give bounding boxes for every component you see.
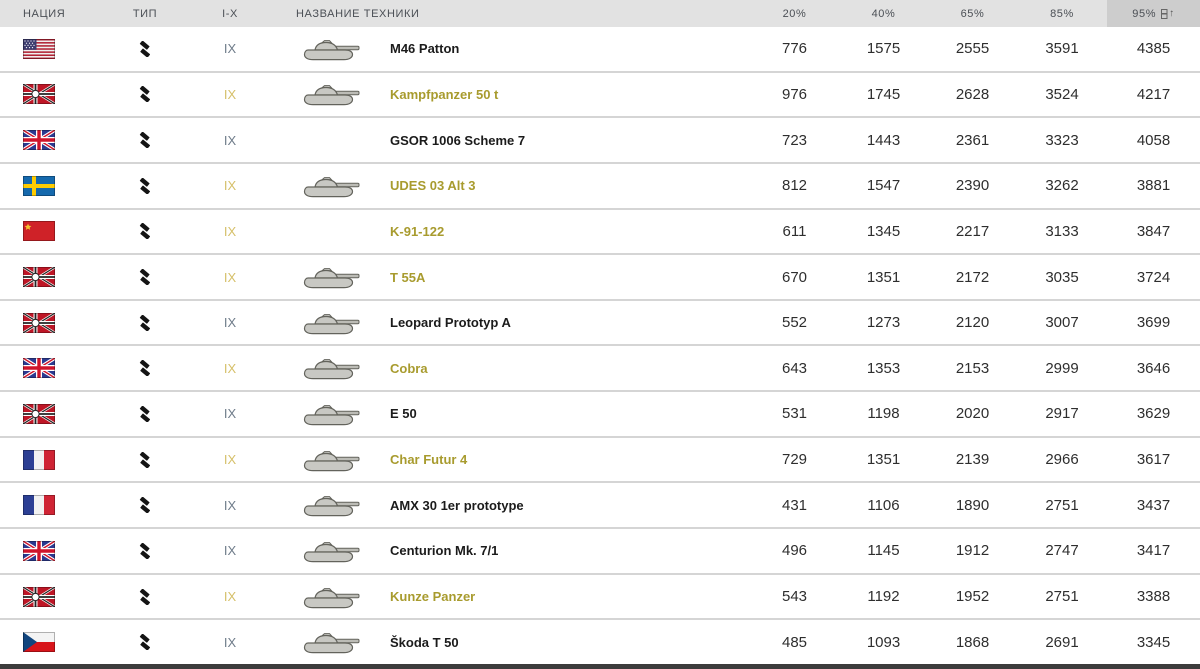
medium-tank-icon <box>137 452 153 468</box>
table-row[interactable] <box>0 618 1200 664</box>
column-header-nation[interactable]: НАЦИЯ <box>23 7 66 20</box>
vehicle-name-link[interactable]: Kunze Panzer <box>390 589 476 604</box>
table-row[interactable] <box>0 162 1200 208</box>
vehicle-name-link[interactable]: Kampfpanzer 50 t <box>390 86 499 102</box>
column-header-65[interactable]: 65% <box>960 7 985 20</box>
tier-label: IX <box>223 269 237 285</box>
value-65pct: 1890 <box>955 496 990 514</box>
value-95pct: 3847 <box>1136 222 1171 240</box>
value-65pct: 1868 <box>955 633 990 651</box>
table-row[interactable] <box>0 253 1200 299</box>
tier-label: IX <box>223 132 237 148</box>
medium-tank-icon <box>137 634 153 650</box>
table-row[interactable] <box>0 436 1200 482</box>
value-85pct: 2999 <box>1045 359 1079 377</box>
medium-tank-icon <box>137 406 153 422</box>
vehicle-name-link[interactable]: Cobra <box>390 360 428 376</box>
value-40pct: 1192 <box>867 588 900 605</box>
value-85pct: 2747 <box>1045 542 1079 560</box>
tank-image <box>298 630 362 654</box>
tier-label: IX <box>223 360 237 376</box>
value-65pct: 2628 <box>955 85 990 103</box>
table-row[interactable] <box>0 573 1200 619</box>
tank-image <box>298 311 362 335</box>
nation-flag-uk <box>23 541 55 561</box>
tank-image <box>298 493 362 517</box>
medium-tank-icon <box>137 497 153 513</box>
value-40pct: 1745 <box>866 85 901 103</box>
value-95pct: 3437 <box>1136 496 1171 514</box>
value-40pct: 1547 <box>866 177 901 195</box>
vehicle-name-link[interactable]: Char Futur 4 <box>390 452 468 468</box>
table-header <box>0 0 1200 27</box>
table-row[interactable] <box>0 481 1200 527</box>
medium-tank-icon <box>137 223 153 239</box>
value-20pct: 976 <box>781 85 808 103</box>
table-row[interactable] <box>0 390 1200 436</box>
value-20pct: 431 <box>781 496 808 514</box>
value-95pct: 3629 <box>1136 405 1171 423</box>
medium-tank-icon <box>137 360 153 376</box>
tier-label: IX <box>223 406 237 422</box>
medium-tank-icon <box>137 315 153 331</box>
vehicle-name-link[interactable]: K-91-122 <box>390 223 445 239</box>
tank-image <box>298 174 362 198</box>
value-95pct: 3417 <box>1136 542 1171 560</box>
sort-ascending-icon: ↑ <box>1161 9 1175 19</box>
value-65pct: 2361 <box>955 131 990 149</box>
value-40pct: 1575 <box>866 40 901 58</box>
column-header-tier[interactable]: I-X <box>222 7 238 20</box>
nation-flag-ussr <box>23 221 55 241</box>
value-85pct: 3133 <box>1045 222 1079 240</box>
nation-flag-france <box>23 495 55 515</box>
value-65pct: 2153 <box>955 359 990 377</box>
medium-tank-icon <box>137 543 153 559</box>
vehicle-name-link[interactable]: GSOR 1006 Scheme 7 <box>390 132 526 148</box>
column-header-85[interactable]: 85% <box>1050 7 1074 20</box>
medium-tank-icon <box>137 41 153 57</box>
value-40pct: 1198 <box>867 405 900 423</box>
nation-flag-usa <box>23 39 55 59</box>
value-40pct: 1273 <box>866 314 901 332</box>
value-85pct: 3591 <box>1045 40 1079 58</box>
value-85pct: 2691 <box>1045 633 1079 651</box>
table-row[interactable] <box>0 344 1200 390</box>
tier-label: IX <box>223 543 237 559</box>
tier-label: IX <box>223 497 237 513</box>
value-65pct: 2555 <box>955 40 990 58</box>
tier-label: IX <box>223 178 237 194</box>
tank-image <box>298 402 362 426</box>
value-85pct: 2966 <box>1045 451 1079 469</box>
table-body <box>0 27 1200 664</box>
value-95pct: 3881 <box>1136 177 1171 195</box>
tank-image <box>298 356 362 380</box>
value-65pct: 1952 <box>955 588 990 605</box>
value-20pct: 812 <box>781 177 808 195</box>
value-20pct: 543 <box>781 588 808 605</box>
nation-flag-czech <box>23 632 55 652</box>
nation-flag-sweden <box>23 176 55 196</box>
tier-label: IX <box>223 41 237 57</box>
table-row[interactable] <box>0 27 1200 71</box>
medium-tank-icon <box>137 269 153 285</box>
value-20pct: 729 <box>781 451 808 469</box>
tank-image <box>298 448 362 472</box>
tier-label: IX <box>223 223 237 239</box>
value-65pct: 2217 <box>955 222 990 240</box>
vehicle-name-link[interactable]: E 50 <box>390 406 417 422</box>
value-85pct: 3007 <box>1045 314 1079 332</box>
column-header-label: 95% <box>1132 7 1157 20</box>
column-header-20[interactable]: 20% <box>782 7 807 20</box>
nation-flag-germany <box>23 313 55 333</box>
value-95pct: 3646 <box>1136 359 1171 377</box>
table-row[interactable] <box>0 116 1200 162</box>
nation-flag-germany <box>23 587 55 607</box>
value-65pct: 2390 <box>955 177 990 195</box>
nation-flag-france <box>23 450 55 470</box>
tank-image <box>298 265 362 289</box>
value-85pct: 2751 <box>1045 496 1079 514</box>
column-header-95[interactable] <box>1107 0 1200 27</box>
value-65pct: 2020 <box>955 405 990 423</box>
table-row[interactable] <box>0 208 1200 254</box>
value-65pct: 2172 <box>955 268 990 286</box>
vehicle-name-link[interactable]: T 55A <box>390 269 426 285</box>
table-row[interactable] <box>0 527 1200 573</box>
value-20pct: 611 <box>782 222 807 240</box>
value-20pct: 485 <box>781 633 808 651</box>
value-20pct: 723 <box>781 131 808 149</box>
tank-image <box>298 128 362 152</box>
tier-label: IX <box>223 86 237 102</box>
nation-flag-germany <box>23 267 55 287</box>
value-65pct: 2120 <box>955 314 990 332</box>
medium-tank-icon <box>137 178 153 194</box>
nation-flag-uk <box>23 130 55 150</box>
value-95pct: 4058 <box>1136 131 1171 149</box>
value-20pct: 496 <box>781 542 808 560</box>
vehicle-name-link[interactable]: Centurion Mk. 7/1 <box>390 543 499 559</box>
value-95pct: 4385 <box>1136 40 1171 58</box>
value-85pct: 3035 <box>1045 268 1079 286</box>
value-95pct: 4217 <box>1136 85 1171 103</box>
column-header-40[interactable]: 40% <box>871 7 896 20</box>
value-20pct: 552 <box>781 314 808 332</box>
value-95pct: 3724 <box>1136 268 1171 286</box>
column-header-name[interactable]: НАЗВАНИЕ ТЕХНИКИ <box>296 7 420 20</box>
vehicle-name-link[interactable]: UDES 03 Alt 3 <box>390 178 476 194</box>
medium-tank-icon <box>137 132 153 148</box>
value-20pct: 531 <box>781 405 808 423</box>
table-row[interactable] <box>0 299 1200 345</box>
nation-flag-uk <box>23 358 55 378</box>
tier-label: IX <box>223 452 237 468</box>
table-row[interactable] <box>0 71 1200 117</box>
tier-label: IX <box>223 589 237 604</box>
value-85pct: 3262 <box>1045 177 1079 195</box>
value-85pct: 3323 <box>1045 131 1079 149</box>
value-40pct: 1351 <box>866 268 901 286</box>
value-85pct: 3524 <box>1045 85 1079 103</box>
value-40pct: 1353 <box>866 359 901 377</box>
column-header-type[interactable]: ТИП <box>132 7 158 20</box>
value-85pct: 2751 <box>1045 588 1079 605</box>
vehicle-name-link[interactable]: Leopard Prototyp A <box>390 315 511 331</box>
value-95pct: 3617 <box>1136 451 1171 469</box>
value-20pct: 670 <box>781 268 808 286</box>
medium-tank-icon <box>137 589 153 605</box>
value-40pct: 1145 <box>867 542 900 560</box>
value-95pct: 3699 <box>1136 314 1171 332</box>
tier-label: IX <box>223 634 237 650</box>
value-85pct: 2917 <box>1045 405 1079 423</box>
tier-label: IX <box>223 315 237 331</box>
nation-flag-germany <box>23 404 55 424</box>
medium-tank-icon <box>137 86 153 102</box>
value-95pct: 3345 <box>1136 633 1171 651</box>
vehicle-name-link[interactable]: AMX 30 1er prototype <box>390 497 524 513</box>
value-40pct: 1345 <box>866 222 901 240</box>
vehicle-name-link[interactable]: Škoda T 50 <box>390 634 459 650</box>
value-95pct: 3388 <box>1136 588 1171 605</box>
tank-image <box>298 82 362 106</box>
value-20pct: 776 <box>781 40 808 58</box>
value-40pct: 1443 <box>866 131 901 149</box>
value-65pct: 2139 <box>955 451 990 469</box>
value-40pct: 1106 <box>867 496 900 514</box>
tank-image <box>298 37 362 61</box>
vehicle-name-link[interactable]: M46 Patton <box>390 41 460 57</box>
tank-image <box>298 539 362 563</box>
bottom-divider <box>0 664 1200 669</box>
nation-flag-germany <box>23 84 55 104</box>
value-40pct: 1351 <box>866 451 901 469</box>
tank-image <box>298 585 362 609</box>
value-40pct: 1093 <box>866 633 901 651</box>
value-65pct: 1912 <box>955 542 990 560</box>
value-20pct: 643 <box>781 359 808 377</box>
tank-image <box>298 219 362 243</box>
